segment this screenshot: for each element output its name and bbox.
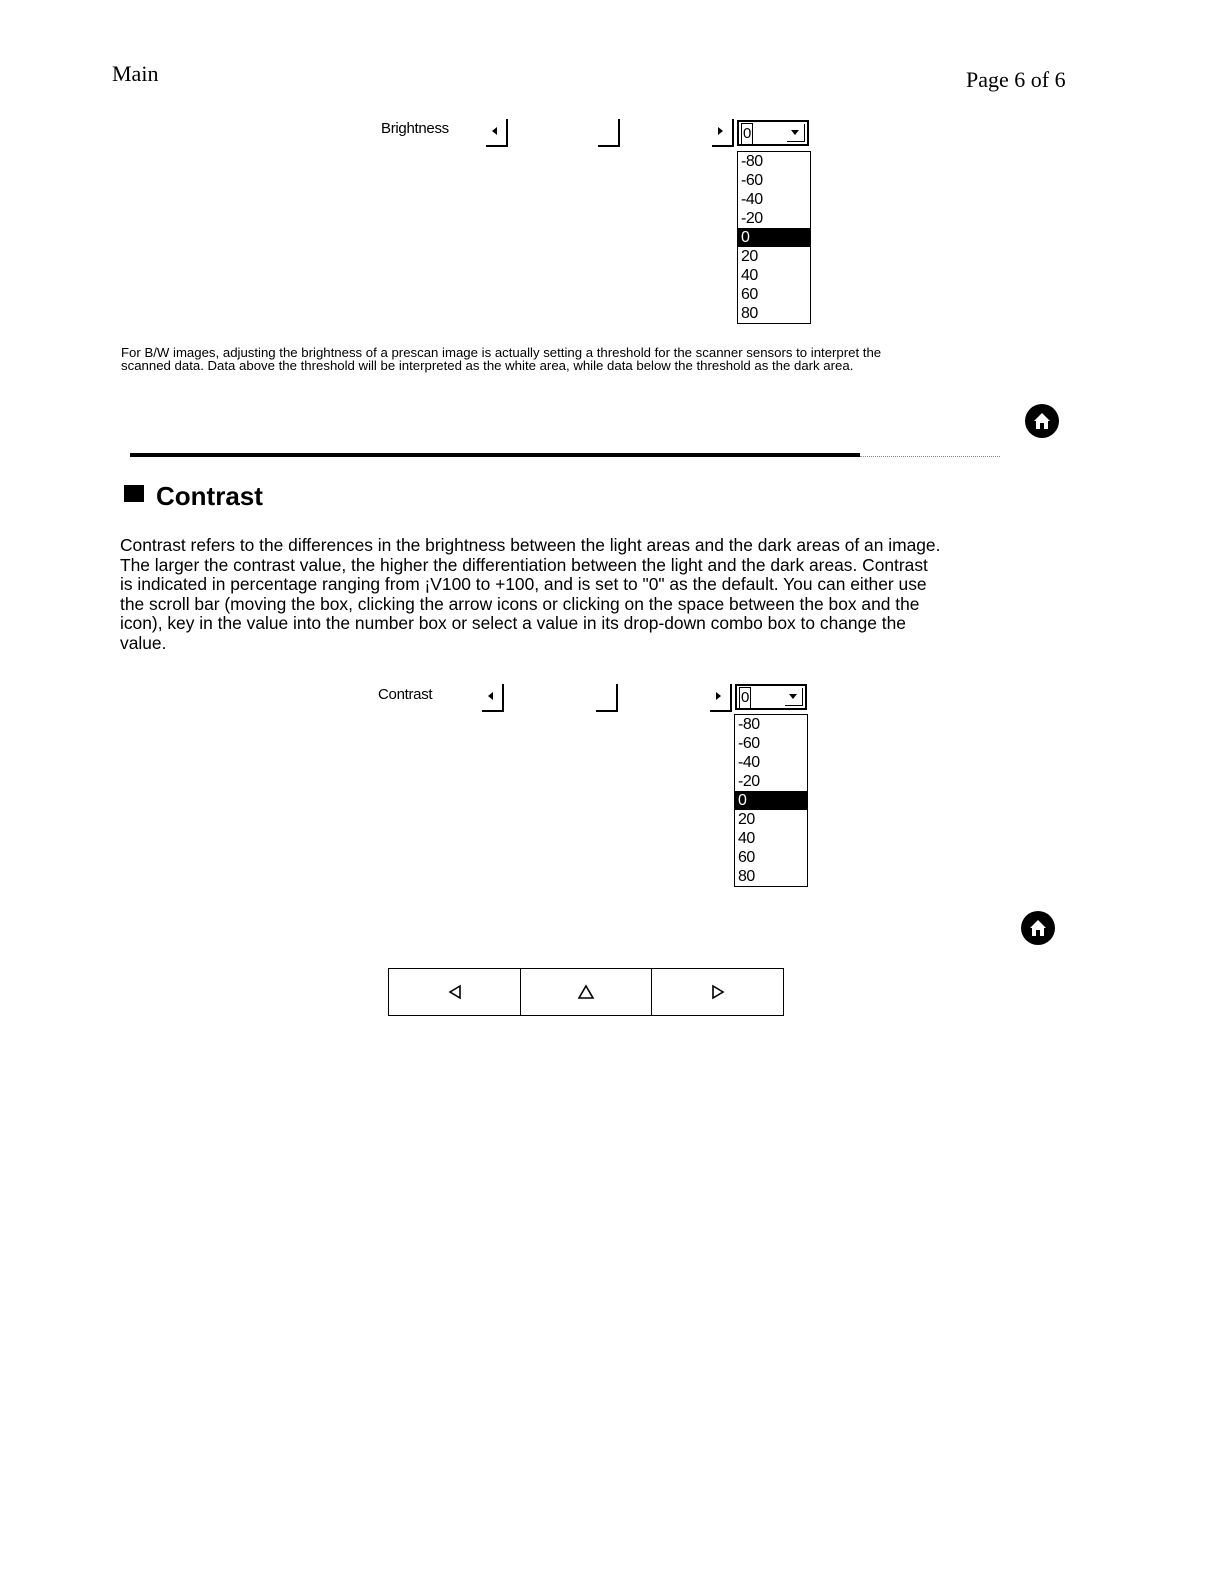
- brightness-option[interactable]: -20: [741, 210, 763, 227]
- contrast-heading: Contrast: [156, 481, 263, 511]
- home-icon[interactable]: [1021, 911, 1055, 945]
- brightness-option[interactable]: -60: [741, 172, 763, 189]
- contrast-dropdown-list: [734, 714, 808, 887]
- brightness-increase-button[interactable]: [712, 119, 734, 147]
- contrast-option[interactable]: 60: [738, 849, 755, 866]
- header-left-title: Main: [112, 61, 159, 86]
- contrast-description-line: is indicated in percentage ranging from ¡V100 to +100, and is set to "0" as the default. You can either use: [120, 574, 927, 594]
- contrast-option[interactable]: 40: [738, 830, 755, 847]
- section-divider: [130, 453, 860, 457]
- home-icon[interactable]: [1025, 404, 1059, 438]
- page-navigation: [388, 968, 784, 1016]
- up-page-button[interactable]: [520, 968, 653, 1016]
- brightness-dropdown-list: [737, 151, 811, 324]
- contrast-value-input[interactable]: 0: [739, 687, 751, 709]
- brightness-option[interactable]: 20: [741, 248, 758, 265]
- brightness-note-line: For B/W images, adjusting the brightness of a prescan image is actually setting a threshold for the scanner sensors to interpret the: [121, 345, 882, 360]
- brightness-option[interactable]: 0: [738, 228, 810, 247]
- brightness-combo-box[interactable]: [737, 120, 809, 146]
- contrast-option[interactable]: -40: [738, 754, 760, 771]
- brightness-option[interactable]: 60: [741, 286, 758, 303]
- contrast-option[interactable]: 80: [738, 868, 755, 885]
- brightness-option[interactable]: 40: [741, 267, 758, 284]
- left-arrow-icon: [488, 692, 493, 700]
- contrast-combo-box[interactable]: [735, 684, 807, 710]
- brightness-scroll-track[interactable]: [598, 119, 620, 147]
- contrast-description-line: The larger the contrast value, the higher the differentiation between the light and the dark areas. Contrast: [120, 554, 928, 575]
- chevron-down-icon[interactable]: [787, 124, 805, 142]
- contrast-option[interactable]: -20: [738, 773, 760, 790]
- brightness-note: [121, 346, 881, 372]
- up-arrow-icon: [577, 984, 595, 1000]
- brightness-option[interactable]: 80: [741, 305, 758, 322]
- contrast-description-line: icon), key in the value into the number box or select a value in its drop-down combo box to change the: [120, 613, 906, 633]
- contrast-option[interactable]: 0: [735, 791, 807, 810]
- contrast-option[interactable]: 20: [738, 811, 755, 828]
- section-divider-fade: [860, 456, 1000, 457]
- contrast-description: [120, 536, 940, 653]
- chevron-down-icon[interactable]: [785, 688, 803, 706]
- contrast-scroll-track[interactable]: [596, 684, 618, 712]
- page-number: Page 6 of 6: [966, 67, 1066, 92]
- contrast-description-line: the scroll bar (moving the box, clicking the arrow icons or clicking on the space between the box and the: [120, 593, 920, 614]
- next-arrow-icon: [710, 984, 726, 1000]
- brightness-label: Brightness: [381, 120, 449, 137]
- brightness-value-input[interactable]: 0: [741, 123, 753, 145]
- left-arrow-icon: [492, 127, 497, 135]
- contrast-increase-button[interactable]: [710, 684, 732, 712]
- contrast-label: Contrast: [378, 686, 433, 703]
- contrast-option[interactable]: -60: [738, 735, 760, 752]
- contrast-description-line: Contrast refers to the differences in the brightness between the light areas and the dark areas of an image.: [120, 535, 941, 555]
- previous-page-button[interactable]: [388, 968, 521, 1016]
- right-arrow-icon: [716, 692, 721, 700]
- contrast-decrease-button[interactable]: [482, 684, 504, 712]
- brightness-option[interactable]: -40: [741, 191, 763, 208]
- contrast-description-line: value.: [120, 632, 167, 653]
- right-arrow-icon: [718, 127, 723, 135]
- brightness-option[interactable]: -80: [741, 153, 763, 170]
- prev-arrow-icon: [447, 984, 463, 1000]
- brightness-note-line: scanned data. Data above the threshold will be interpreted as the white area, while data below the threshold as the dark area.: [121, 358, 854, 373]
- contrast-option[interactable]: -80: [738, 716, 760, 733]
- heading-bullet: [124, 485, 144, 502]
- brightness-decrease-button[interactable]: [486, 119, 508, 147]
- next-page-button[interactable]: [651, 968, 784, 1016]
